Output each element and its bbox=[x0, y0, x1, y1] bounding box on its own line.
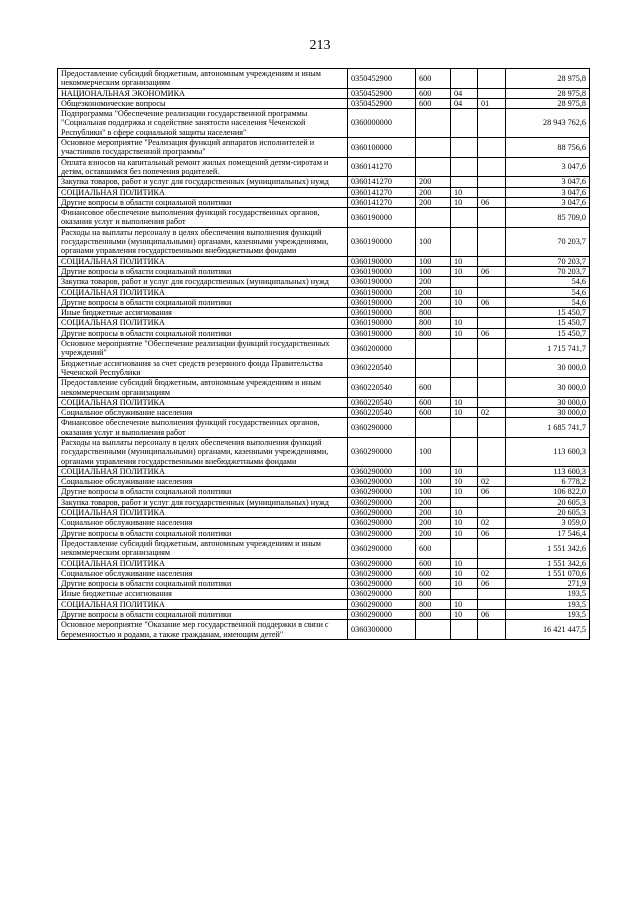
table-row bbox=[58, 466, 590, 476]
row-amount-cell: 3 047,6 bbox=[506, 197, 590, 207]
row-name-cell: Социальное обслуживание населения bbox=[58, 568, 348, 578]
row-expense-type-cell: 600 bbox=[416, 69, 451, 89]
row-code-cell: 0360220540 bbox=[348, 408, 416, 418]
row-expense-type-cell: 600 bbox=[416, 579, 451, 589]
row-amount-cell: 88 756,6 bbox=[506, 138, 590, 158]
row-subsection-cell bbox=[478, 378, 506, 398]
row-expense-type-cell: 800 bbox=[416, 318, 451, 328]
row-section-cell: 10 bbox=[451, 297, 478, 307]
row-amount-cell: 113 600,3 bbox=[506, 466, 590, 476]
table-row bbox=[58, 287, 590, 297]
row-section-cell: 10 bbox=[451, 518, 478, 528]
table-row bbox=[58, 109, 590, 138]
table-row bbox=[58, 88, 590, 98]
row-amount-cell: 54,6 bbox=[506, 277, 590, 287]
row-subsection-cell bbox=[478, 418, 506, 438]
row-section-cell bbox=[451, 227, 478, 256]
row-subsection-cell: 02 bbox=[478, 408, 506, 418]
row-amount-cell: 1 551 070,6 bbox=[506, 568, 590, 578]
row-code-cell: 0360190000 bbox=[348, 328, 416, 338]
row-name-cell: Расходы на выплаты персоналу в целях обеспечения выполнения функций государственными (муниципальными) органами, казенными учреждениями, органами управления государственными внебюджетными фондами bbox=[58, 227, 348, 256]
row-section-cell bbox=[451, 620, 478, 640]
row-amount-cell: 193,5 bbox=[506, 610, 590, 620]
row-expense-type-cell: 600 bbox=[416, 98, 451, 108]
row-subsection-cell bbox=[478, 88, 506, 98]
row-name-cell: Расходы на выплаты персоналу в целях обеспечения выполнения функций государственными (муниципальными) органами, казенными учреждениями, органами управления государственными внебюджетными фондами bbox=[58, 437, 348, 466]
table-row bbox=[58, 568, 590, 578]
row-amount-cell: 3 047,6 bbox=[506, 157, 590, 177]
row-section-cell bbox=[451, 109, 478, 138]
row-code-cell: 0360190000 bbox=[348, 308, 416, 318]
row-expense-type-cell bbox=[416, 138, 451, 158]
table-row bbox=[58, 589, 590, 599]
row-section-cell bbox=[451, 437, 478, 466]
row-name-cell: Другие вопросы в области социальной политики bbox=[58, 610, 348, 620]
row-expense-type-cell: 600 bbox=[416, 397, 451, 407]
row-code-cell: 0360290000 bbox=[348, 610, 416, 620]
row-subsection-cell bbox=[478, 497, 506, 507]
row-code-cell: 0360100000 bbox=[348, 138, 416, 158]
row-amount-cell: 30 000,0 bbox=[506, 408, 590, 418]
table-row bbox=[58, 620, 590, 640]
row-section-cell: 10 bbox=[451, 610, 478, 620]
row-expense-type-cell bbox=[416, 620, 451, 640]
row-expense-type-cell: 200 bbox=[416, 197, 451, 207]
row-expense-type-cell: 200 bbox=[416, 287, 451, 297]
row-expense-type-cell: 600 bbox=[416, 408, 451, 418]
row-name-cell: Предоставление субсидий бюджетным, автономным учреждениям и иным некоммерческим организациям bbox=[58, 69, 348, 89]
row-name-cell: Социальное обслуживание населения bbox=[58, 518, 348, 528]
row-code-cell: 0360190000 bbox=[348, 277, 416, 287]
row-code-cell: 0360290000 bbox=[348, 418, 416, 438]
row-name-cell: Другие вопросы в области социальной политики bbox=[58, 266, 348, 276]
row-subsection-cell bbox=[478, 397, 506, 407]
row-amount-cell: 70 203,7 bbox=[506, 266, 590, 276]
row-code-cell: 0360190000 bbox=[348, 287, 416, 297]
row-amount-cell: 70 203,7 bbox=[506, 256, 590, 266]
row-name-cell: Другие вопросы в области социальной политики bbox=[58, 328, 348, 338]
row-amount-cell: 28 943 762,6 bbox=[506, 109, 590, 138]
row-subsection-cell: 06 bbox=[478, 610, 506, 620]
row-amount-cell: 28 975,8 bbox=[506, 88, 590, 98]
row-amount-cell: 113 600,3 bbox=[506, 437, 590, 466]
row-amount-cell: 3 059,0 bbox=[506, 518, 590, 528]
row-section-cell: 10 bbox=[451, 599, 478, 609]
row-code-cell: 0360290000 bbox=[348, 477, 416, 487]
row-name-cell: СОЦИАЛЬНАЯ ПОЛИТИКА bbox=[58, 599, 348, 609]
row-subsection-cell bbox=[478, 177, 506, 187]
row-section-cell: 10 bbox=[451, 397, 478, 407]
table-row bbox=[58, 138, 590, 158]
row-section-cell bbox=[451, 138, 478, 158]
table-row bbox=[58, 610, 590, 620]
row-section-cell: 10 bbox=[451, 318, 478, 328]
row-amount-cell: 17 546,4 bbox=[506, 528, 590, 538]
table-row bbox=[58, 227, 590, 256]
row-subsection-cell bbox=[478, 437, 506, 466]
row-name-cell: Общеэкономические вопросы bbox=[58, 98, 348, 108]
row-expense-type-cell: 100 bbox=[416, 477, 451, 487]
row-section-cell: 10 bbox=[451, 187, 478, 197]
row-subsection-cell bbox=[478, 308, 506, 318]
row-name-cell: Иные бюджетные ассигнования bbox=[58, 308, 348, 318]
row-amount-cell: 16 421 447,5 bbox=[506, 620, 590, 640]
row-expense-type-cell: 200 bbox=[416, 508, 451, 518]
row-expense-type-cell: 100 bbox=[416, 227, 451, 256]
table-row bbox=[58, 477, 590, 487]
row-code-cell: 0360190000 bbox=[348, 318, 416, 328]
row-subsection-cell bbox=[478, 187, 506, 197]
row-amount-cell: 54,6 bbox=[506, 287, 590, 297]
row-expense-type-cell: 200 bbox=[416, 297, 451, 307]
table-row bbox=[58, 418, 590, 438]
row-name-cell: Финансовое обеспечение выполнения функций государственных органов, оказания услуг и выполнения работ bbox=[58, 208, 348, 228]
row-section-cell bbox=[451, 177, 478, 187]
row-name-cell: НАЦИОНАЛЬНАЯ ЭКОНОМИКА bbox=[58, 88, 348, 98]
table-row bbox=[58, 599, 590, 609]
row-subsection-cell bbox=[478, 287, 506, 297]
row-name-cell: Предоставление субсидий бюджетным, автономным учреждениям и иным некоммерческим организациям bbox=[58, 378, 348, 398]
table-row bbox=[58, 177, 590, 187]
row-name-cell: Другие вопросы в области социальной политики bbox=[58, 528, 348, 538]
row-code-cell: 0350452900 bbox=[348, 69, 416, 89]
row-subsection-cell bbox=[478, 508, 506, 518]
row-expense-type-cell: 100 bbox=[416, 266, 451, 276]
table-row bbox=[58, 157, 590, 177]
row-section-cell: 10 bbox=[451, 568, 478, 578]
table-row bbox=[58, 437, 590, 466]
table-row bbox=[58, 197, 590, 207]
table-row bbox=[58, 187, 590, 197]
row-subsection-cell bbox=[478, 589, 506, 599]
row-name-cell: Другие вопросы в области социальной политики bbox=[58, 579, 348, 589]
row-section-cell bbox=[451, 538, 478, 558]
row-code-cell: 0360190000 bbox=[348, 297, 416, 307]
row-name-cell: СОЦИАЛЬНАЯ ПОЛИТИКА bbox=[58, 466, 348, 476]
row-amount-cell: 1 715 741,7 bbox=[506, 339, 590, 359]
row-section-cell: 10 bbox=[451, 266, 478, 276]
row-code-cell: 0360290000 bbox=[348, 466, 416, 476]
row-expense-type-cell: 800 bbox=[416, 308, 451, 318]
table-row bbox=[58, 297, 590, 307]
table-row bbox=[58, 528, 590, 538]
row-code-cell: 0360290000 bbox=[348, 518, 416, 528]
table-row bbox=[58, 69, 590, 89]
row-code-cell: 0360220540 bbox=[348, 358, 416, 378]
table-row bbox=[58, 497, 590, 507]
row-name-cell: Основное мероприятие "Оказание мер государственной поддержки в связи с беременностью и родами, а также гражданам, имеющим детей" bbox=[58, 620, 348, 640]
row-amount-cell: 1 551 342,6 bbox=[506, 558, 590, 568]
row-expense-type-cell bbox=[416, 358, 451, 378]
row-subsection-cell: 06 bbox=[478, 528, 506, 538]
row-amount-cell: 15 450,7 bbox=[506, 308, 590, 318]
table-row bbox=[58, 378, 590, 398]
table-row bbox=[58, 318, 590, 328]
row-code-cell: 0360190000 bbox=[348, 227, 416, 256]
row-expense-type-cell: 600 bbox=[416, 538, 451, 558]
row-name-cell: Подпрограмма "Обеспечение реализации государственной программы "Социальная поддержка и содействие занятости населения Чеченской Республики" в сфере социальной защиты населения" bbox=[58, 109, 348, 138]
row-section-cell: 10 bbox=[451, 197, 478, 207]
row-name-cell: СОЦИАЛЬНАЯ ПОЛИТИКА bbox=[58, 318, 348, 328]
page-number: 213 bbox=[309, 38, 331, 53]
row-amount-cell: 54,6 bbox=[506, 297, 590, 307]
table-row bbox=[58, 487, 590, 497]
row-section-cell: 10 bbox=[451, 287, 478, 297]
row-section-cell: 04 bbox=[451, 88, 478, 98]
row-subsection-cell bbox=[478, 538, 506, 558]
row-section-cell: 04 bbox=[451, 98, 478, 108]
row-subsection-cell bbox=[478, 466, 506, 476]
row-name-cell: Бюджетные ассигнования за счет средств резервного фонда Правительства Чеченской Республики bbox=[58, 358, 348, 378]
row-amount-cell: 30 000,0 bbox=[506, 378, 590, 398]
row-expense-type-cell: 800 bbox=[416, 328, 451, 338]
row-code-cell: 0360290000 bbox=[348, 538, 416, 558]
row-section-cell bbox=[451, 497, 478, 507]
row-code-cell: 0360290000 bbox=[348, 599, 416, 609]
table-row bbox=[58, 579, 590, 589]
table-row bbox=[58, 256, 590, 266]
row-section-cell bbox=[451, 339, 478, 359]
row-name-cell: СОЦИАЛЬНАЯ ПОЛИТИКА bbox=[58, 256, 348, 266]
row-expense-type-cell bbox=[416, 109, 451, 138]
table-row bbox=[58, 518, 590, 528]
row-name-cell: СОЦИАЛЬНАЯ ПОЛИТИКА bbox=[58, 187, 348, 197]
row-code-cell: 0360300000 bbox=[348, 620, 416, 640]
row-code-cell: 0360290000 bbox=[348, 437, 416, 466]
row-code-cell: 0360220540 bbox=[348, 378, 416, 398]
row-name-cell: СОЦИАЛЬНАЯ ПОЛИТИКА bbox=[58, 558, 348, 568]
row-code-cell: 0360290000 bbox=[348, 568, 416, 578]
row-name-cell: Закупка товаров, работ и услуг для государственных (муниципальных) нужд bbox=[58, 497, 348, 507]
table-row bbox=[58, 397, 590, 407]
row-name-cell: Основное мероприятие "Обеспечение реализации функций государственных учреждений" bbox=[58, 339, 348, 359]
row-expense-type-cell: 600 bbox=[416, 558, 451, 568]
table-row bbox=[58, 508, 590, 518]
row-amount-cell: 85 709,0 bbox=[506, 208, 590, 228]
row-name-cell: Закупка товаров, работ и услуг для государственных (муниципальных) нужд bbox=[58, 277, 348, 287]
budget-table bbox=[57, 68, 590, 640]
table-row bbox=[58, 358, 590, 378]
row-amount-cell: 30 000,0 bbox=[506, 397, 590, 407]
table-row bbox=[58, 277, 590, 287]
row-expense-type-cell: 600 bbox=[416, 378, 451, 398]
row-section-cell: 10 bbox=[451, 558, 478, 568]
row-expense-type-cell bbox=[416, 208, 451, 228]
row-subsection-cell bbox=[478, 157, 506, 177]
row-section-cell bbox=[451, 208, 478, 228]
row-name-cell: Закупка товаров, работ и услуг для государственных (муниципальных) нужд bbox=[58, 177, 348, 187]
row-subsection-cell bbox=[478, 256, 506, 266]
row-section-cell bbox=[451, 358, 478, 378]
row-expense-type-cell: 200 bbox=[416, 497, 451, 507]
row-code-cell: 0360290000 bbox=[348, 487, 416, 497]
row-expense-type-cell bbox=[416, 418, 451, 438]
row-subsection-cell bbox=[478, 318, 506, 328]
row-code-cell: 0360000000 bbox=[348, 109, 416, 138]
table-row bbox=[58, 408, 590, 418]
row-section-cell bbox=[451, 308, 478, 318]
row-code-cell: 0360290000 bbox=[348, 589, 416, 599]
row-amount-cell: 1 685 741,7 bbox=[506, 418, 590, 438]
row-expense-type-cell: 100 bbox=[416, 256, 451, 266]
row-expense-type-cell: 100 bbox=[416, 437, 451, 466]
row-code-cell: 0350452900 bbox=[348, 88, 416, 98]
row-amount-cell: 20 605,3 bbox=[506, 508, 590, 518]
row-amount-cell: 106 822,0 bbox=[506, 487, 590, 497]
row-subsection-cell bbox=[478, 358, 506, 378]
row-amount-cell: 193,5 bbox=[506, 589, 590, 599]
row-amount-cell: 70 203,7 bbox=[506, 227, 590, 256]
row-section-cell bbox=[451, 589, 478, 599]
row-subsection-cell: 06 bbox=[478, 579, 506, 589]
row-expense-type-cell: 200 bbox=[416, 528, 451, 538]
row-name-cell: СОЦИАЛЬНАЯ ПОЛИТИКА bbox=[58, 397, 348, 407]
row-code-cell: 0360141270 bbox=[348, 187, 416, 197]
row-expense-type-cell: 200 bbox=[416, 177, 451, 187]
row-name-cell: Основное мероприятие "Реализация функций аппаратов исполнителей и участников государственной программы" bbox=[58, 138, 348, 158]
row-code-cell: 0360290000 bbox=[348, 508, 416, 518]
row-section-cell: 10 bbox=[451, 528, 478, 538]
row-amount-cell: 3 047,6 bbox=[506, 187, 590, 197]
table-row bbox=[58, 98, 590, 108]
row-expense-type-cell: 800 bbox=[416, 599, 451, 609]
table-row bbox=[58, 328, 590, 338]
row-expense-type-cell: 200 bbox=[416, 277, 451, 287]
row-name-cell: Социальное обслуживание населения bbox=[58, 408, 348, 418]
table-row bbox=[58, 558, 590, 568]
row-section-cell: 10 bbox=[451, 579, 478, 589]
row-amount-cell: 15 450,7 bbox=[506, 318, 590, 328]
row-name-cell: Иные бюджетные ассигнования bbox=[58, 589, 348, 599]
row-subsection-cell bbox=[478, 109, 506, 138]
row-code-cell: 0360220540 bbox=[348, 397, 416, 407]
table-row bbox=[58, 266, 590, 276]
row-name-cell: Оплата взносов на капитальный ремонт жилых помещений детям-сиротам и детям, оставшимся без попечения родителей. bbox=[58, 157, 348, 177]
row-expense-type-cell: 600 bbox=[416, 568, 451, 578]
row-amount-cell: 15 450,7 bbox=[506, 328, 590, 338]
row-expense-type-cell: 100 bbox=[416, 466, 451, 476]
row-amount-cell: 271,9 bbox=[506, 579, 590, 589]
row-expense-type-cell bbox=[416, 157, 451, 177]
row-amount-cell: 20 605,3 bbox=[506, 497, 590, 507]
row-expense-type-cell: 600 bbox=[416, 88, 451, 98]
table-row bbox=[58, 538, 590, 558]
row-section-cell bbox=[451, 277, 478, 287]
row-subsection-cell: 02 bbox=[478, 518, 506, 528]
row-section-cell: 10 bbox=[451, 256, 478, 266]
row-subsection-cell bbox=[478, 558, 506, 568]
row-subsection-cell bbox=[478, 620, 506, 640]
table-row bbox=[58, 308, 590, 318]
row-section-cell bbox=[451, 418, 478, 438]
row-code-cell: 0360290000 bbox=[348, 579, 416, 589]
row-subsection-cell bbox=[478, 69, 506, 89]
row-subsection-cell: 02 bbox=[478, 568, 506, 578]
row-subsection-cell bbox=[478, 138, 506, 158]
row-expense-type-cell: 800 bbox=[416, 589, 451, 599]
row-amount-cell: 1 551 342,6 bbox=[506, 538, 590, 558]
row-section-cell: 10 bbox=[451, 487, 478, 497]
row-code-cell: 0360141270 bbox=[348, 197, 416, 207]
row-subsection-cell: 02 bbox=[478, 477, 506, 487]
row-name-cell: СОЦИАЛЬНАЯ ПОЛИТИКА bbox=[58, 508, 348, 518]
row-amount-cell: 28 975,8 bbox=[506, 69, 590, 89]
row-name-cell: Другие вопросы в области социальной политики bbox=[58, 197, 348, 207]
row-expense-type-cell: 200 bbox=[416, 187, 451, 197]
row-subsection-cell bbox=[478, 277, 506, 287]
row-code-cell: 0360141270 bbox=[348, 177, 416, 187]
row-subsection-cell: 06 bbox=[478, 328, 506, 338]
row-subsection-cell: 01 bbox=[478, 98, 506, 108]
table-row bbox=[58, 208, 590, 228]
row-subsection-cell: 06 bbox=[478, 297, 506, 307]
row-subsection-cell: 06 bbox=[478, 487, 506, 497]
row-code-cell: 0360190000 bbox=[348, 256, 416, 266]
row-code-cell: 0350452900 bbox=[348, 98, 416, 108]
row-subsection-cell: 06 bbox=[478, 266, 506, 276]
row-code-cell: 0360290000 bbox=[348, 558, 416, 568]
row-code-cell: 0360290000 bbox=[348, 497, 416, 507]
row-name-cell: Другие вопросы в области социальной политики bbox=[58, 297, 348, 307]
row-amount-cell: 193,5 bbox=[506, 599, 590, 609]
row-name-cell: Социальное обслуживание населения bbox=[58, 477, 348, 487]
row-code-cell: 0360190000 bbox=[348, 266, 416, 276]
row-name-cell: Другие вопросы в области социальной политики bbox=[58, 487, 348, 497]
row-expense-type-cell bbox=[416, 339, 451, 359]
row-section-cell bbox=[451, 378, 478, 398]
row-name-cell: Предоставление субсидий бюджетным, автономным учреждениям и иным некоммерческим организациям bbox=[58, 538, 348, 558]
row-section-cell bbox=[451, 157, 478, 177]
row-code-cell: 0360190000 bbox=[348, 208, 416, 228]
row-expense-type-cell: 800 bbox=[416, 610, 451, 620]
row-code-cell: 0360290000 bbox=[348, 528, 416, 538]
row-section-cell: 10 bbox=[451, 466, 478, 476]
row-subsection-cell bbox=[478, 339, 506, 359]
row-section-cell: 10 bbox=[451, 328, 478, 338]
row-name-cell: Финансовое обеспечение выполнения функций государственных органов, оказания услуг и выполнения работ bbox=[58, 418, 348, 438]
row-amount-cell: 6 778,2 bbox=[506, 477, 590, 487]
row-section-cell: 10 bbox=[451, 408, 478, 418]
row-section-cell: 10 bbox=[451, 508, 478, 518]
budget-table-body bbox=[58, 69, 590, 640]
row-name-cell: СОЦИАЛЬНАЯ ПОЛИТИКА bbox=[58, 287, 348, 297]
row-amount-cell: 30 000,0 bbox=[506, 358, 590, 378]
row-section-cell: 10 bbox=[451, 477, 478, 487]
row-expense-type-cell: 100 bbox=[416, 487, 451, 497]
row-subsection-cell bbox=[478, 208, 506, 228]
row-code-cell: 0360200000 bbox=[348, 339, 416, 359]
row-section-cell bbox=[451, 69, 478, 89]
row-subsection-cell: 06 bbox=[478, 197, 506, 207]
row-subsection-cell bbox=[478, 227, 506, 256]
row-subsection-cell bbox=[478, 599, 506, 609]
row-amount-cell: 3 047,6 bbox=[506, 177, 590, 187]
row-amount-cell: 28 975,8 bbox=[506, 98, 590, 108]
row-code-cell: 0360141270 bbox=[348, 157, 416, 177]
row-expense-type-cell: 200 bbox=[416, 518, 451, 528]
table-row bbox=[58, 339, 590, 359]
